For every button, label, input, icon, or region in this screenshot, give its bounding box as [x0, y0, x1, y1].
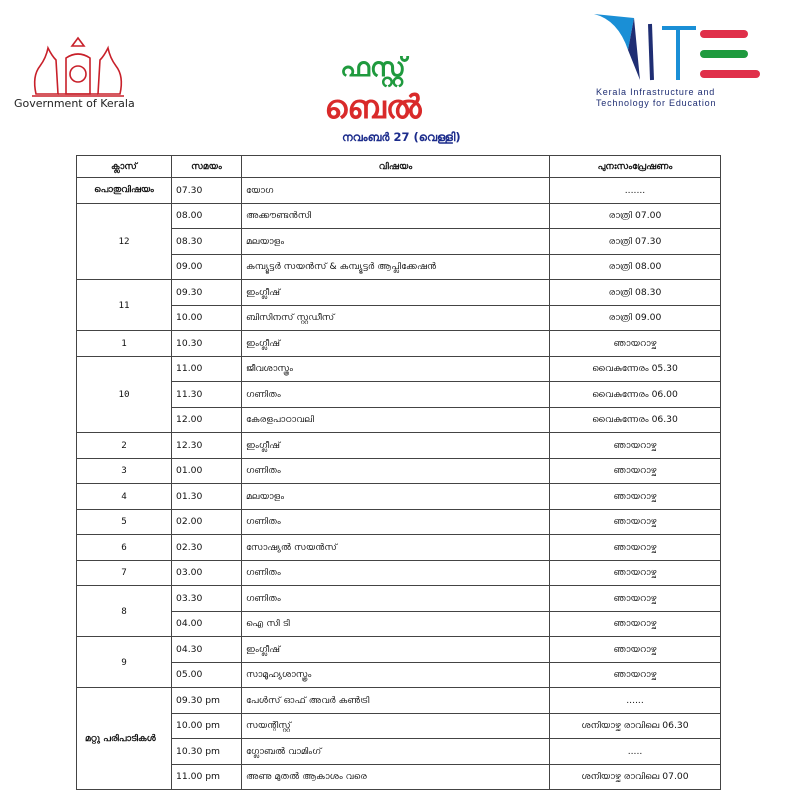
first-bell-logo [318, 40, 428, 138]
subject-cell: ഗണിതം [242, 382, 550, 408]
rebroadcast-cell: ശനിയാഴ്ച രാവിലെ 07.00 [550, 764, 721, 790]
class-cell: 9 [77, 637, 172, 688]
subject-cell: യോഗ [242, 178, 550, 204]
table-row [77, 688, 721, 714]
schedule-table [76, 155, 721, 790]
table-row [77, 458, 721, 484]
time-cell: 09.00 [172, 254, 242, 280]
table-row [77, 764, 721, 790]
rebroadcast-cell: ഞായറാഴ്ച [550, 458, 721, 484]
rebroadcast-cell: രാത്രി 09.00 [550, 305, 721, 331]
time-cell: 11.00 [172, 356, 242, 382]
class-cell: 12 [77, 203, 172, 280]
time-cell: 12.30 [172, 433, 242, 459]
class-cell: 8 [77, 586, 172, 637]
time-cell: 10.30 [172, 331, 242, 357]
rebroadcast-cell: ....... [550, 178, 721, 204]
table-row [77, 178, 721, 204]
table-row [77, 713, 721, 739]
rebroadcast-cell: ഞായറാഴ്ച [550, 586, 721, 612]
time-cell: 01.30 [172, 484, 242, 510]
rebroadcast-cell: ഞായറാഴ്ച [550, 611, 721, 637]
time-cell: 02.30 [172, 535, 242, 561]
subject-cell: ഗണിതം [242, 560, 550, 586]
logo-text-first: ഫസ്റ്റ് [340, 53, 406, 83]
class-cell: 7 [77, 560, 172, 586]
column-header-class: ക്ലാസ് [77, 156, 172, 178]
rebroadcast-cell: രാത്രി 08.00 [550, 254, 721, 280]
time-cell: 10.00 [172, 305, 242, 331]
time-cell: 04.00 [172, 611, 242, 637]
rebroadcast-cell: ഞായറാഴ്ച [550, 433, 721, 459]
time-cell: 02.00 [172, 509, 242, 535]
subject-cell: ഇംഗ്ലീഷ് [242, 433, 550, 459]
class-cell: 6 [77, 535, 172, 561]
time-cell: 12.00 [172, 407, 242, 433]
subject-cell: ഗണിതം [242, 586, 550, 612]
rebroadcast-cell: ഞായറാഴ്ച [550, 535, 721, 561]
table-row [77, 229, 721, 255]
rebroadcast-cell: രാത്രി 07.30 [550, 229, 721, 255]
class-cell: 2 [77, 433, 172, 459]
rebroadcast-cell: ഞായറാഴ്ച [550, 484, 721, 510]
rebroadcast-cell: രാത്രി 07.00 [550, 203, 721, 229]
table-row [77, 739, 721, 765]
time-cell: 08.00 [172, 203, 242, 229]
table-row [77, 611, 721, 637]
subject-cell: സയന്റിസ്റ്റ് [242, 713, 550, 739]
logo-text-bell: ബെൽ [324, 88, 422, 126]
time-cell: 04.30 [172, 637, 242, 663]
schedule-body [77, 178, 721, 790]
column-header-time: സമയം [172, 156, 242, 178]
rebroadcast-cell: ഞായറാഴ്ച [550, 509, 721, 535]
rebroadcast-cell: ഞായറാഴ്ച [550, 560, 721, 586]
table-row [77, 254, 721, 280]
subject-cell: അക്കൗണ്ടൻസി [242, 203, 550, 229]
subject-cell: കേരളപാഠാവലി [242, 407, 550, 433]
rebroadcast-cell: ഞായറാഴ്ച [550, 662, 721, 688]
subject-cell: മലയാളം [242, 484, 550, 510]
table-row [77, 535, 721, 561]
class-cell: 3 [77, 458, 172, 484]
subject-cell: ഗ്ലോബൽ വാമിംഗ് [242, 739, 550, 765]
subject-cell: അണു മുതൽ ആകാശം വരെ [242, 764, 550, 790]
subject-cell: ഇംഗ്ലീഷ് [242, 280, 550, 306]
table-row [77, 586, 721, 612]
rebroadcast-cell: ശനിയാഴ്ച രാവിലെ 06.30 [550, 713, 721, 739]
subject-cell: ഗണിതം [242, 458, 550, 484]
table-row [77, 637, 721, 663]
rebroadcast-cell: ഞായറാഴ്ച [550, 637, 721, 663]
table-row [77, 560, 721, 586]
government-of-kerala-label: Government of Kerala [14, 97, 135, 110]
rebroadcast-cell: ..... [550, 739, 721, 765]
table-row [77, 305, 721, 331]
class-cell: 10 [77, 356, 172, 433]
time-cell: 07.30 [172, 178, 242, 204]
table-row [77, 509, 721, 535]
kite-logo-icon [588, 10, 768, 85]
rebroadcast-cell: വൈകുന്നേരം 05.30 [550, 356, 721, 382]
class-cell: മറ്റു പരിപാടികൾ [77, 688, 172, 790]
table-row [77, 280, 721, 306]
column-header-rebroadcast: പുനഃസംപ്രേഷണം [550, 156, 721, 178]
time-cell: 10.30 pm [172, 739, 242, 765]
time-cell: 03.30 [172, 586, 242, 612]
kerala-emblem-icon [28, 36, 128, 98]
subject-cell: ഗണിതം [242, 509, 550, 535]
time-cell: 11.30 [172, 382, 242, 408]
rebroadcast-cell: ...... [550, 688, 721, 714]
table-row [77, 331, 721, 357]
kite-name-line2: Technology for Education [596, 98, 717, 108]
subject-cell: സോഷ്യൽ സയൻസ് [242, 535, 550, 561]
subject-cell: ഐ സി ടി [242, 611, 550, 637]
kite-name-line1: Kerala Infrastructure and [596, 87, 716, 97]
time-cell: 08.30 [172, 229, 242, 255]
table-row [77, 382, 721, 408]
time-cell: 11.00 pm [172, 764, 242, 790]
time-cell: 05.00 [172, 662, 242, 688]
subject-cell: പേൾസ് ഓഫ് അവർ കൺട്രി [242, 688, 550, 714]
time-cell: 01.00 [172, 458, 242, 484]
table-row [77, 484, 721, 510]
rebroadcast-cell: ഞായറാഴ്ച [550, 331, 721, 357]
table-row [77, 203, 721, 229]
time-cell: 09.30 [172, 280, 242, 306]
subject-cell: സാമൂഹ്യശാസ്ത്രം [242, 662, 550, 688]
table-row [77, 433, 721, 459]
subject-cell: ഇംഗ്ലീഷ് [242, 331, 550, 357]
table-row [77, 356, 721, 382]
rebroadcast-cell: വൈകുന്നേരം 06.30 [550, 407, 721, 433]
class-cell: 4 [77, 484, 172, 510]
broadcast-date: നവംബർ 27 (വെള്ളി) [342, 130, 461, 144]
column-header-subject: വിഷയം [242, 156, 550, 178]
subject-cell: ബിസിനസ് സ്റ്റഡീസ് [242, 305, 550, 331]
subject-cell: ജീവശാസ്ത്രം [242, 356, 550, 382]
rebroadcast-cell: രാത്രി 08.30 [550, 280, 721, 306]
time-cell: 03.00 [172, 560, 242, 586]
subject-cell: മലയാളം [242, 229, 550, 255]
time-cell: 10.00 pm [172, 713, 242, 739]
table-row [77, 662, 721, 688]
subject-cell: കമ്പ്യൂട്ടർ സയൻസ് & കമ്പ്യൂട്ടർ ആപ്ലിക്കേഷൻ [242, 254, 550, 280]
class-cell: 1 [77, 331, 172, 357]
table-row [77, 407, 721, 433]
table-header-row [77, 156, 721, 178]
class-cell: പൊതുവിഷയം [77, 178, 172, 204]
class-cell: 5 [77, 509, 172, 535]
subject-cell: ഇംഗ്ലീഷ് [242, 637, 550, 663]
time-cell: 09.30 pm [172, 688, 242, 714]
class-cell: 11 [77, 280, 172, 331]
rebroadcast-cell: വൈകുന്നേരം 06.00 [550, 382, 721, 408]
